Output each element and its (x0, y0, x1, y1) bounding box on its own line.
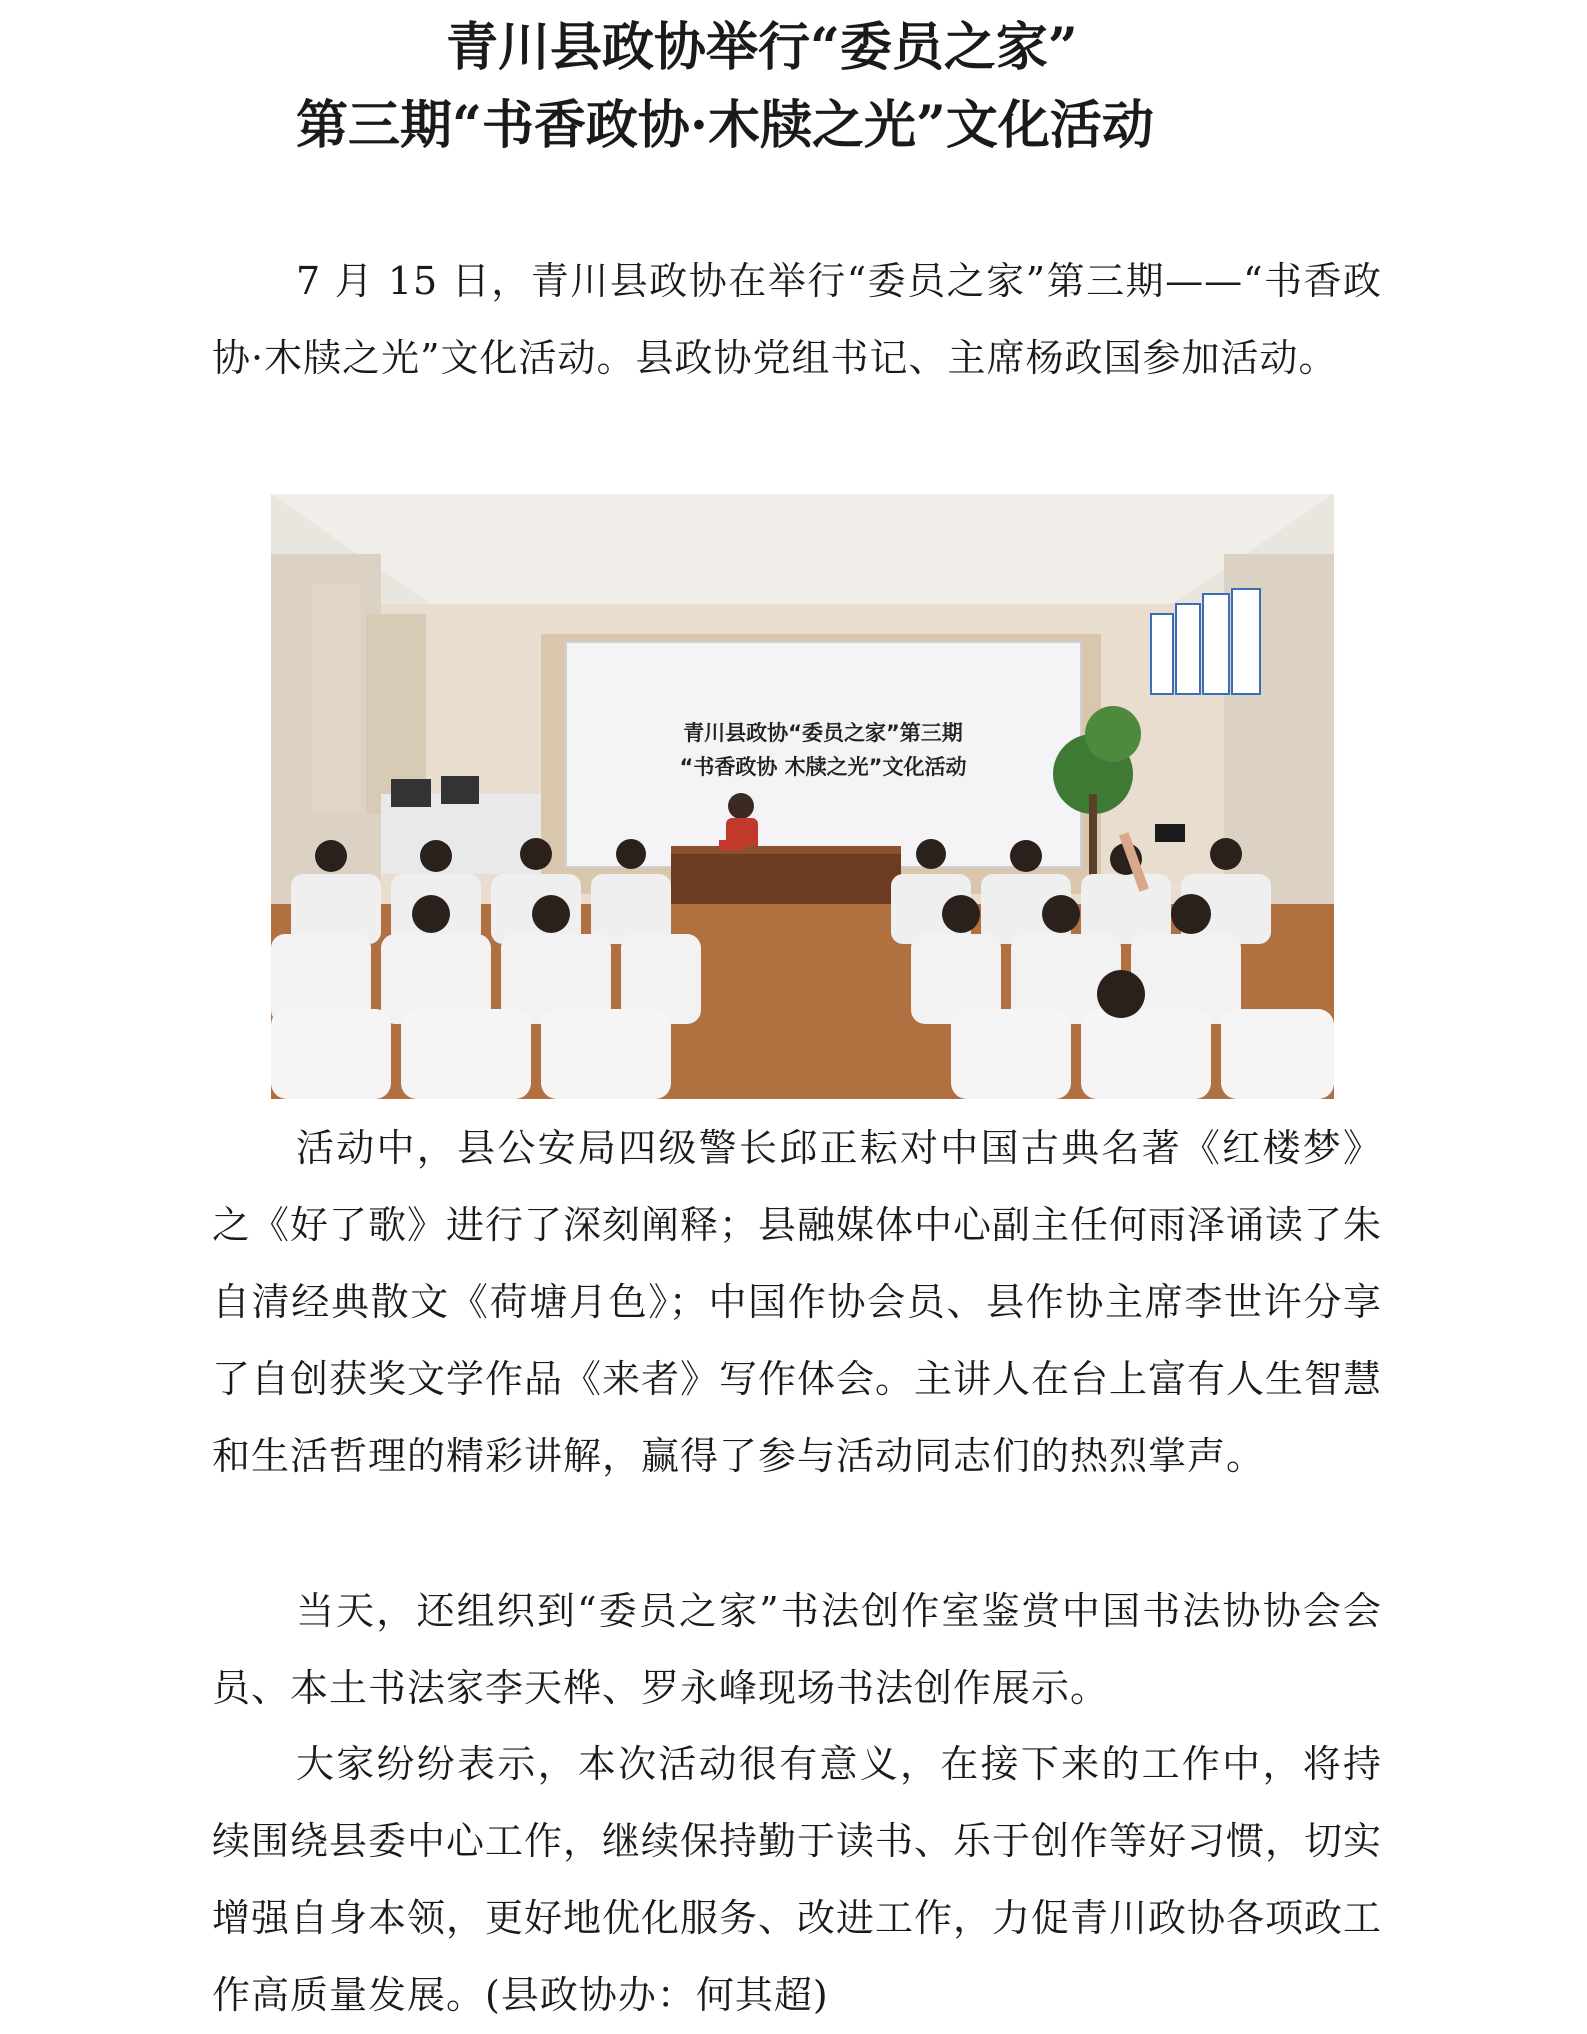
paragraph-calligraphy: 当天，还组织到“委员之家”书法创作室鉴赏中国书法协协会会员、本土书法家李天桦、罗永峰现场书法创作展示。 (212, 1589, 1382, 1710)
article-title-line-1: 青川县政协举行“委员之家” (446, 17, 1078, 78)
article-title-line-2: 第三期“书香政协·木牍之光”文化活动 (296, 95, 1154, 156)
screen-text-line-1: 青川县政协“委员之家”第三期 (683, 721, 963, 745)
paragraph-conclusion: 大家纷纷表示，本次活动很有意义，在接下来的工作中，将持续围绕县委中心工作，继续保持勤于读书、乐于创作等好习惯，切实增强自身本领，更好地优化服务、改进工作，力促青川政协各项政工作高质量发展。(县政协办：何其超) (212, 1742, 1383, 2017)
paragraph-intro: 7 月 15 日，青川县政协在举行“委员之家”第三期——“书香政协·木牍之光”文化活动。县政协党组书记、主席杨政国参加活动。 (212, 259, 1382, 380)
screen-text-line-2: “书香政协 木牍之光”文化活动 (679, 755, 967, 779)
paragraph-activities: 活动中，县公安局四级警长邱正耘对中国古典名著《红楼梦》之《好了歌》进行了深刻阐释；县融媒体中心副主任何雨泽诵读了朱自清经典散文《荷塘月色》；中国作协会员、县作协主席李世许分享了自创获奖文学作品《来者》写作体会。主讲人在台上富有人生智慧和生活哲理的精彩讲解，赢得了参与活动同志们的热烈掌声。 (212, 1126, 1383, 1478)
event-photo (271, 494, 1334, 1099)
